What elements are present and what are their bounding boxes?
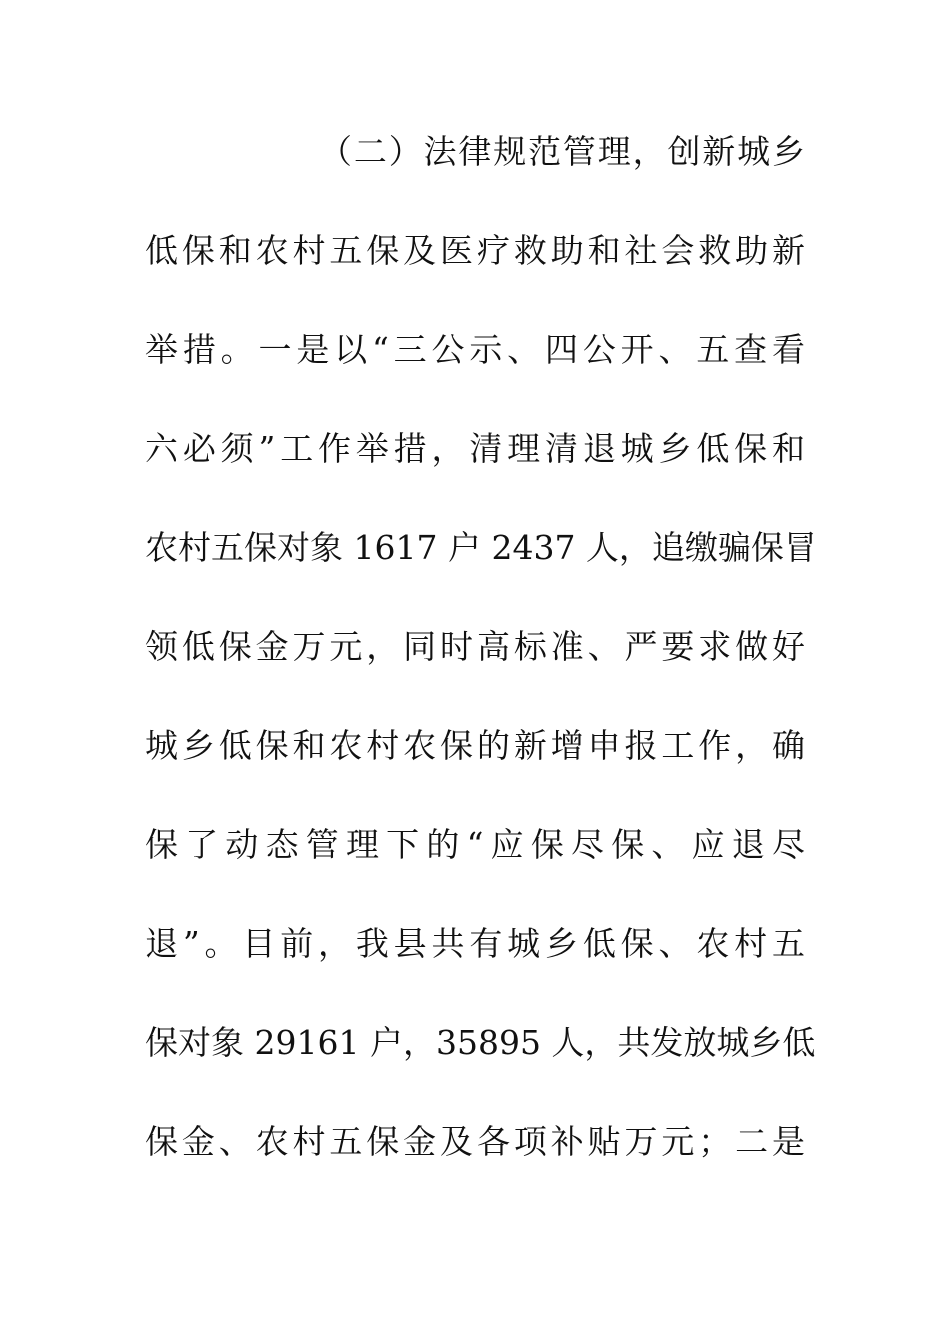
text-line: 农村五保对象 1617 户 2437 人，追缴骗保冒 bbox=[145, 528, 817, 567]
text-line: （二）法律规范管理，创新城乡 bbox=[319, 132, 805, 171]
text-line: 六必须”工作举措，清理清退城乡低保和 bbox=[145, 429, 805, 468]
text-line: 领低保金万元，同时高标准、严要求做好 bbox=[145, 627, 805, 666]
text-line: 退”。目前，我县共有城乡低保、农村五 bbox=[145, 924, 805, 963]
text-line: 保对象 29161 户，35895 人，共发放城乡低 bbox=[145, 1023, 816, 1062]
text-line: 低保和农村五保及医疗救助和社会救助新 bbox=[145, 231, 805, 270]
text-line: 保了动态管理下的“应保尽保、应退尽 bbox=[145, 825, 805, 864]
text-line: 城乡低保和农村农保的新增申报工作，确 bbox=[145, 726, 805, 765]
text-line: 保金、农村五保金及各项补贴万元；二是 bbox=[145, 1122, 805, 1161]
body-paragraph bbox=[145, 120, 817, 1209]
text-line: 举措。一是以“三公示、四公开、五查看 bbox=[145, 330, 805, 369]
